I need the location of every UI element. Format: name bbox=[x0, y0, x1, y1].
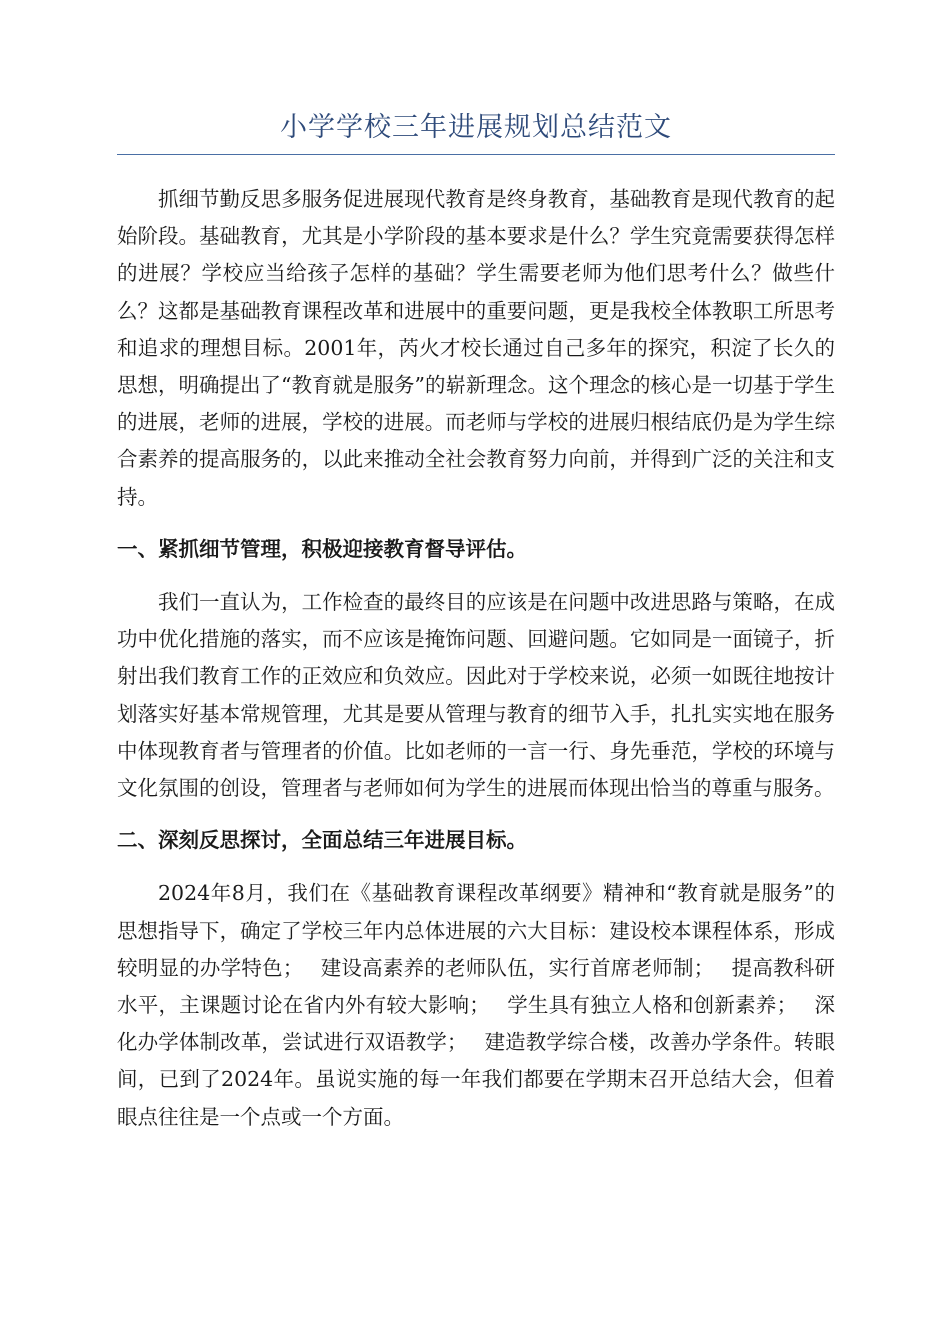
intro-paragraph: 抓细节勤反思多服务促进展现代教育是终身教育，基础教育是现代教育的起始阶段。基础教育，尤其是小学阶段的基本要求是什么？学生究竟需要获得怎样的进展？学校应当给孩子怎样的基础？学生需要老师为他们思考什么？做些什么？这都是基础教育课程改革和进展中的重要问题，更是我校全体教职工所思考和追求的理想目标。2001年，芮火才校长通过自己多年的探究，积淀了长久的思想，明确提出了“教育就是服务”的崭新理念。这个理念的核心是一切基于学生的进展，老师的进展，学校的进展。而老师与学校的进展归根结底仍是为学生综合素养的提高服务的，以此来推动全社会教育努力向前，并得到广泛的关注和支持。 bbox=[117, 187, 835, 509]
section2-paragraph: 2024年8月，我们在《基础教育课程改革纲要》精神和“教育就是服务”的思想指导下，确定了学校三年内总体进展的六大目标：建设校本课程体系，形成较明显的办学特色； 建设高素养的老师队伍，实行首席老师制； 提高教科研水平，主课题讨论在省内外有较大影响； 学生具有独立人格和创新素养； 深化办学体制改革，尝试进行双语教学； 建造教学综合楼，改善办学条件。转眼间，已到了2024年。虽说实施的每一年我们都要在学期末召开总结大会，但着眼点往往是一个点或一个方面。 bbox=[117, 881, 835, 1129]
section-heading-1: 一、紧抓细节管理，积极迎接教育督导评估。 bbox=[117, 536, 527, 561]
document-title: 小学学校三年进展规划总结范文 bbox=[117, 108, 835, 155]
document-page bbox=[117, 108, 835, 1136]
section1-paragraph: 我们一直认为，工作检查的最终目的应该是在问题中改进思路与策略，在成功中优化措施的落实，而不应该是掩饰问题、回避问题。它如同是一面镜子，折射出我们教育工作的正效应和负效应。因此对于学校来说，必须一如既往地按计划落实好基本常规管理，尤其是要从管理与教育的细节入手，扎扎实实地在服务中体现教育者与管理者的价值。比如老师的一言一行、身先垂范，学校的环境与文化氛围的创设，管理者与老师如何为学生的进展而体现出恰当的尊重与服务。 bbox=[117, 590, 835, 801]
section-heading-2: 二、深刻反思探讨，全面总结三年进展目标。 bbox=[117, 828, 527, 853]
